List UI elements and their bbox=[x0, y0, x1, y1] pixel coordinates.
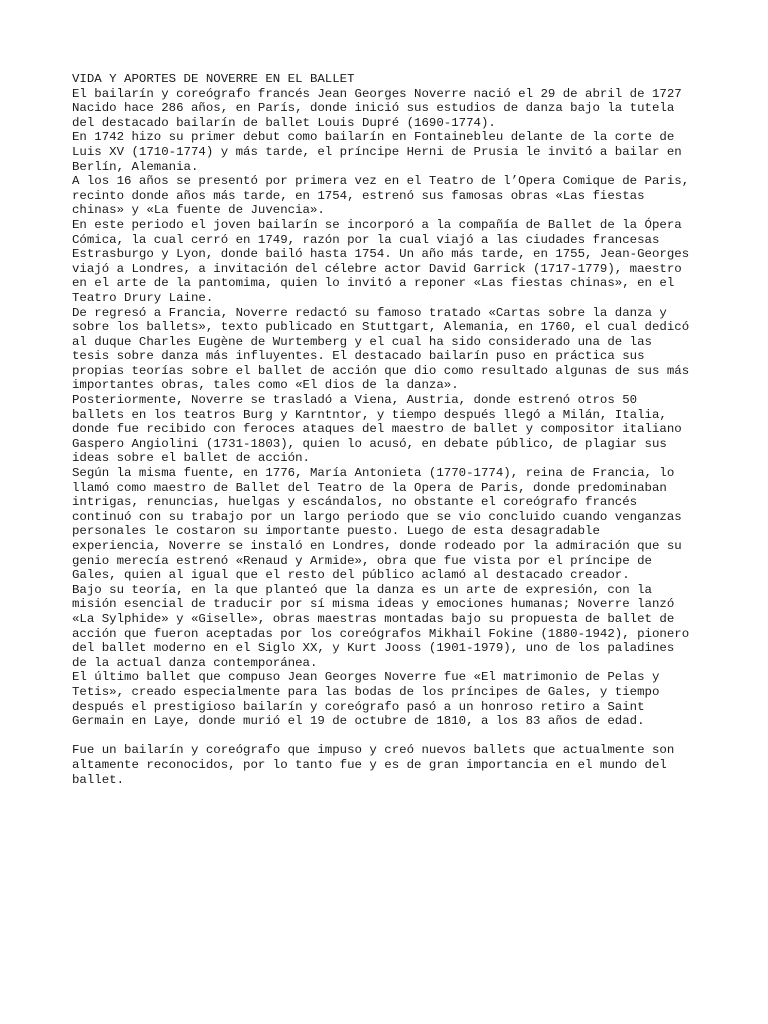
text-line: Berlín, Alemania. bbox=[72, 159, 199, 174]
text-line: ideas sobre el ballet de acción. bbox=[72, 451, 310, 466]
text-line: En 1742 hizo su primer debut como bailarín en Fontainebleu delante de la corte de bbox=[72, 130, 675, 145]
text-line: viajó a Londres, a invitación del célebre actor David Garrick (1717-1779), maestro bbox=[72, 261, 682, 276]
text-line: propias teorías sobre el ballet de acción que dio como resultado algunas de sus más bbox=[72, 363, 690, 378]
text-line: personales le costaron su importante puesto. Luego de esta desagradable bbox=[72, 524, 600, 539]
text-line: recinto donde años más tarde, en 1754, estrenó sus famosas obras «Las fiestas bbox=[72, 188, 645, 203]
text-line: altamente reconocidos, por lo tanto fue y es de gran importancia en el mundo del bbox=[72, 757, 667, 772]
text-line: después el prestigioso bailarín y coreógrafo pasó a un honroso retiro a Saint bbox=[72, 699, 645, 714]
text-line: En este periodo el joven bailarín se incorporó a la compañía de Ballet de la Ópera bbox=[72, 217, 682, 232]
text-line: A los 16 años se presentó por primera vez en el Teatro de l’Opera Comique de Paris, bbox=[72, 174, 690, 189]
document-title: VIDA Y APORTES DE NOVERRE EN EL BALLET bbox=[72, 72, 355, 86]
closing-paragraph bbox=[72, 743, 712, 787]
text-line: continuó con su trabajo por un largo periodo que se vio concluido cuando venganzas bbox=[72, 509, 682, 524]
text-line: sobre los ballets», texto publicado en Stuttgart, Alemania, en 1760, el cual dedicó bbox=[72, 320, 690, 335]
text-line: del destacado bailarín de ballet Louis Dupré (1690-1774). bbox=[72, 115, 496, 130]
text-line: acción que fueron aceptadas por los coreógrafos Mikhail Fokine (1880-1942), pionero bbox=[72, 626, 690, 641]
text-line: importantes obras, tales como «El dios de la danza». bbox=[72, 378, 459, 393]
text-line: de la actual danza contemporánea. bbox=[72, 655, 318, 670]
text-line: en el arte de la pantomima, quien lo invitó a reponer «Las fiestas chinas», en el bbox=[72, 276, 675, 291]
text-line: ballet. bbox=[72, 772, 125, 787]
text-line: intrigas, renuncias, huelgas y escándalos, no obstante el coreógrafo francés bbox=[72, 495, 638, 510]
text-line: Fue un bailarín y coreógrafo que impuso y creó nuevos ballets que actualmente son bbox=[72, 743, 675, 758]
text-line: Cómica, la cual cerró en 1749, razón por la cual viajó a las ciudades francesas bbox=[72, 232, 660, 247]
text-line: Según la misma fuente, en 1776, María Antonieta (1770-1774), reina de Francia, lo bbox=[72, 466, 675, 481]
text-line: De regresó a Francia, Noverre redactó su famoso tratado «Cartas sobre la danza y bbox=[72, 305, 667, 320]
text-line: del ballet moderno en el Siglo XX, y Kurt Jooss (1901-1979), uno de los paladines bbox=[72, 641, 675, 656]
text-line: chinas» y «La fuente de Juvencia». bbox=[72, 203, 325, 218]
text-line: Gaspero Angiolini (1731-1803), quien lo acusó, en debate público, de plagiar sus bbox=[72, 436, 667, 451]
text-line: al duque Charles Eugène de Wurtemberg y el cual ha sido considerado una de las bbox=[72, 334, 652, 349]
text-line: Luis XV (1710-1774) y más tarde, el príncipe Herni de Prusia le invitó a bailar en bbox=[72, 144, 682, 159]
text-line: Tetis», creado especialmente para las bodas de los príncipes de Gales, y tiempo bbox=[72, 684, 660, 699]
text-line: genio merecía estrenó «Renaud y Armide», obra que fue vista por el príncipe de bbox=[72, 553, 652, 568]
text-line: Estrasburgo y Lyon, donde bailó hasta 1754. Un año más tarde, en 1755, Jean-Georges bbox=[72, 247, 690, 262]
text-line: experiencia, Noverre se instaló en Londres, donde rodeado por la admiración que su bbox=[72, 539, 682, 553]
text-line: «La Sylphide» y «Giselle», obras maestras montadas bajo su propuesta de ballet de bbox=[72, 611, 675, 626]
text-line: El último ballet que compuso Jean Georges Noverre fue «El matrimonio de Pelas y bbox=[72, 670, 660, 685]
text-line: Posteriormente, Noverre se trasladó a Viena, Austria, donde estrenó otros 50 bbox=[72, 393, 638, 408]
text-line: Bajo su teoría, en la que planteó que la danza es un arte de expresión, con la bbox=[72, 582, 652, 597]
text-line: llamó como maestro de Ballet del Teatro de la Opera de Paris, donde predominaban bbox=[72, 480, 667, 495]
text-line: Gales, quien al igual que el resto del público aclamó al destacado creador. bbox=[72, 568, 630, 583]
text-line: tesis sobre danza más influyentes. El destacado bailarín puso en práctica sus bbox=[72, 349, 645, 364]
text-line: ballets en los teatros Burg y Karntntor, y tiempo después llegó a Milán, Italia, bbox=[72, 407, 667, 422]
text-line: Teatro Drury Laine. bbox=[72, 290, 214, 305]
text-line: Germain en Laye, donde murió el 19 de octubre de 1810, a los 83 años de edad. bbox=[72, 714, 645, 729]
paragraph-gap bbox=[72, 729, 712, 744]
text-line: Nacido hace 286 años, en París, donde inició sus estudios de danza bajo la tutela bbox=[72, 101, 675, 116]
text-line: donde fue recibido con feroces ataques del maestro de ballet y compositor italiano bbox=[72, 422, 682, 437]
body-text bbox=[72, 87, 712, 729]
document-page bbox=[72, 72, 712, 787]
text-line: El bailarín y coreógrafo francés Jean Georges Noverre nació el 29 de abril de 1727 bbox=[72, 86, 682, 101]
text-line: misión esencial de traducir por sí misma ideas y emociones humanas; Noverre lanzó bbox=[72, 597, 675, 612]
